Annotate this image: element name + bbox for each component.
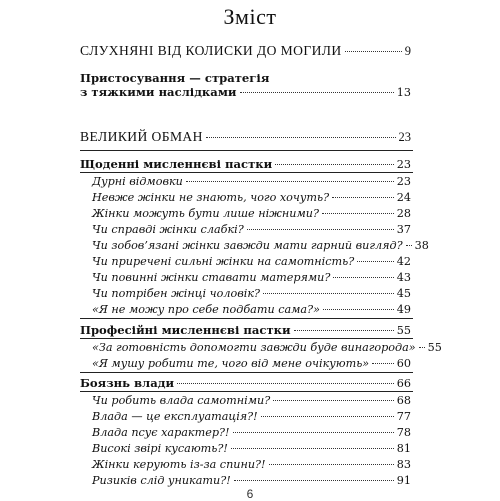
dot-leader [186,181,394,182]
dot-leader [206,137,396,138]
toc-entry-page: 43 [396,271,411,284]
toc-section-entry[interactable] [80,175,411,189]
toc-entry-label: Чи приречені сильні жінки на самотність? [92,255,355,268]
toc-chapter-entry[interactable] [80,323,411,338]
toc-entry-page: 42 [396,255,411,268]
page-title: Зміст [223,4,277,29]
toc-entry-page: 55 [427,341,442,354]
toc-chapter-entry[interactable] [80,376,411,391]
toc-entry-label: «Я не можу про себе подбати сама?» [92,303,320,316]
toc-section-entry[interactable] [80,410,411,424]
toc-section-entry[interactable] [80,271,411,285]
dot-leader [247,229,394,230]
toc-entry-page: 23 [396,158,411,171]
toc-entry-label: Жінки можуть бути лише ніжними? [92,207,319,220]
toc-entry-label: з тяжкими наслідками [80,85,237,99]
toc-section-entry[interactable] [80,442,411,456]
toc-part-entry[interactable] [80,130,411,144]
toc-entry-label: Невже жінки не знають, чого хочуть? [92,191,330,204]
toc-entry-label: Ризиків слід уникати?! [92,474,231,487]
toc-entry-label: Влада — це експлуатація?! [92,410,258,423]
toc-entry-page: 24 [396,191,411,204]
toc-entry-label: Чи потрібен жінці чоловік? [92,287,260,300]
toc-entry-label: «Я мушу робити те, чого від мене очікують» [92,357,370,370]
divider-rule [80,372,413,373]
dot-leader [234,480,394,481]
divider-rule [80,318,413,319]
divider-rule [80,172,413,173]
toc-entry-page: 91 [396,474,411,487]
toc-part-entry[interactable] [80,44,411,58]
toc-section-entry[interactable] [80,426,411,440]
dot-leader [419,347,425,348]
dot-leader [333,277,393,278]
toc-entry-label: Професійні мисленнєві пастки [80,323,291,337]
toc-entry-page: 28 [396,207,411,220]
dot-leader [269,464,394,465]
toc-section-entry[interactable] [80,474,411,488]
toc-entry-label: «За готовність допомогти завжди буде винагорода» [92,341,416,354]
toc-entry-label: Чи робить влада самотніми? [92,394,271,407]
toc-section-entry[interactable] [80,287,411,301]
dot-leader [240,92,394,93]
toc-chapter-title-line1[interactable]: Пристосування — стратегія [80,71,270,85]
toc-section-entry[interactable] [80,394,411,408]
toc-entry-page: 9 [404,44,411,58]
toc-entry-page: 49 [396,303,411,316]
dot-leader [323,309,394,310]
toc-entry-page: 81 [396,442,411,455]
toc-entry-label: Чи повинні жінки ставати матерями? [92,271,331,284]
toc-entry-label: Чи зобов’язані жінки завжди мати гарний вигляд? [92,239,403,252]
toc-entry-page: 66 [396,377,411,390]
toc-section-entry[interactable] [80,191,411,205]
toc-entry-page: 13 [396,86,411,99]
dot-leader [322,213,394,214]
toc-entry-page: 23 [396,175,411,188]
toc-section-entry[interactable] [80,223,411,237]
toc-entry-label: Чи справді жінки слабкі? [92,223,244,236]
toc-entry-label: Влада псує характер?! [92,426,230,439]
dot-leader [332,197,394,198]
toc-entry-label: Жінки керують із-за спини?! [92,458,266,471]
dot-leader [263,293,394,294]
dot-leader [233,432,394,433]
toc-entry-page: 68 [396,394,411,407]
divider-rule [80,391,413,392]
dot-leader [275,164,393,165]
dot-leader [345,51,402,52]
page-number: 6 [246,487,254,501]
toc-entry-label: ВЕЛИКИЙ ОБМАН [80,129,203,144]
toc-entry-page: 37 [396,223,411,236]
toc-entry-page: 83 [396,458,411,471]
dot-leader [357,261,394,262]
toc-section-entry[interactable] [80,357,411,371]
toc-entry-page: 55 [396,324,411,337]
dot-leader [177,383,394,384]
dot-leader [372,363,394,364]
toc-section-entry[interactable] [80,239,429,253]
toc-chapter-entry[interactable] [80,157,411,172]
toc-entry-page: 77 [396,410,411,423]
toc-section-entry[interactable] [80,207,411,221]
toc-entry-page: 78 [396,426,411,439]
toc-entry-label: Щоденні мисленнєві пастки [80,157,273,171]
dot-leader [261,416,394,417]
toc-section-entry[interactable] [80,255,411,269]
toc-entry-page: 23 [398,130,411,144]
toc-entry-page: 38 [414,239,429,252]
toc-section-entry[interactable] [80,341,442,355]
toc-entry-label: Високі звірі кусають?! [92,442,228,455]
toc-entry-label: СЛУХНЯНІ ВІД КОЛИСКИ ДО МОГИЛИ [80,43,342,58]
divider-rule [80,150,413,151]
dot-leader [231,448,394,449]
divider-rule [80,338,413,339]
dot-leader [406,245,412,246]
toc-entry-page: 45 [396,287,411,300]
toc-entry-label: Дурні відмовки [92,175,183,188]
toc-chapter-entry[interactable] [80,85,411,100]
dot-leader [273,400,394,401]
dot-leader [294,330,394,331]
toc-section-entry[interactable] [80,458,411,472]
toc-section-entry[interactable] [80,303,411,317]
toc-entry-label: Боязнь влади [80,376,175,390]
toc-entry-page: 60 [396,357,411,370]
